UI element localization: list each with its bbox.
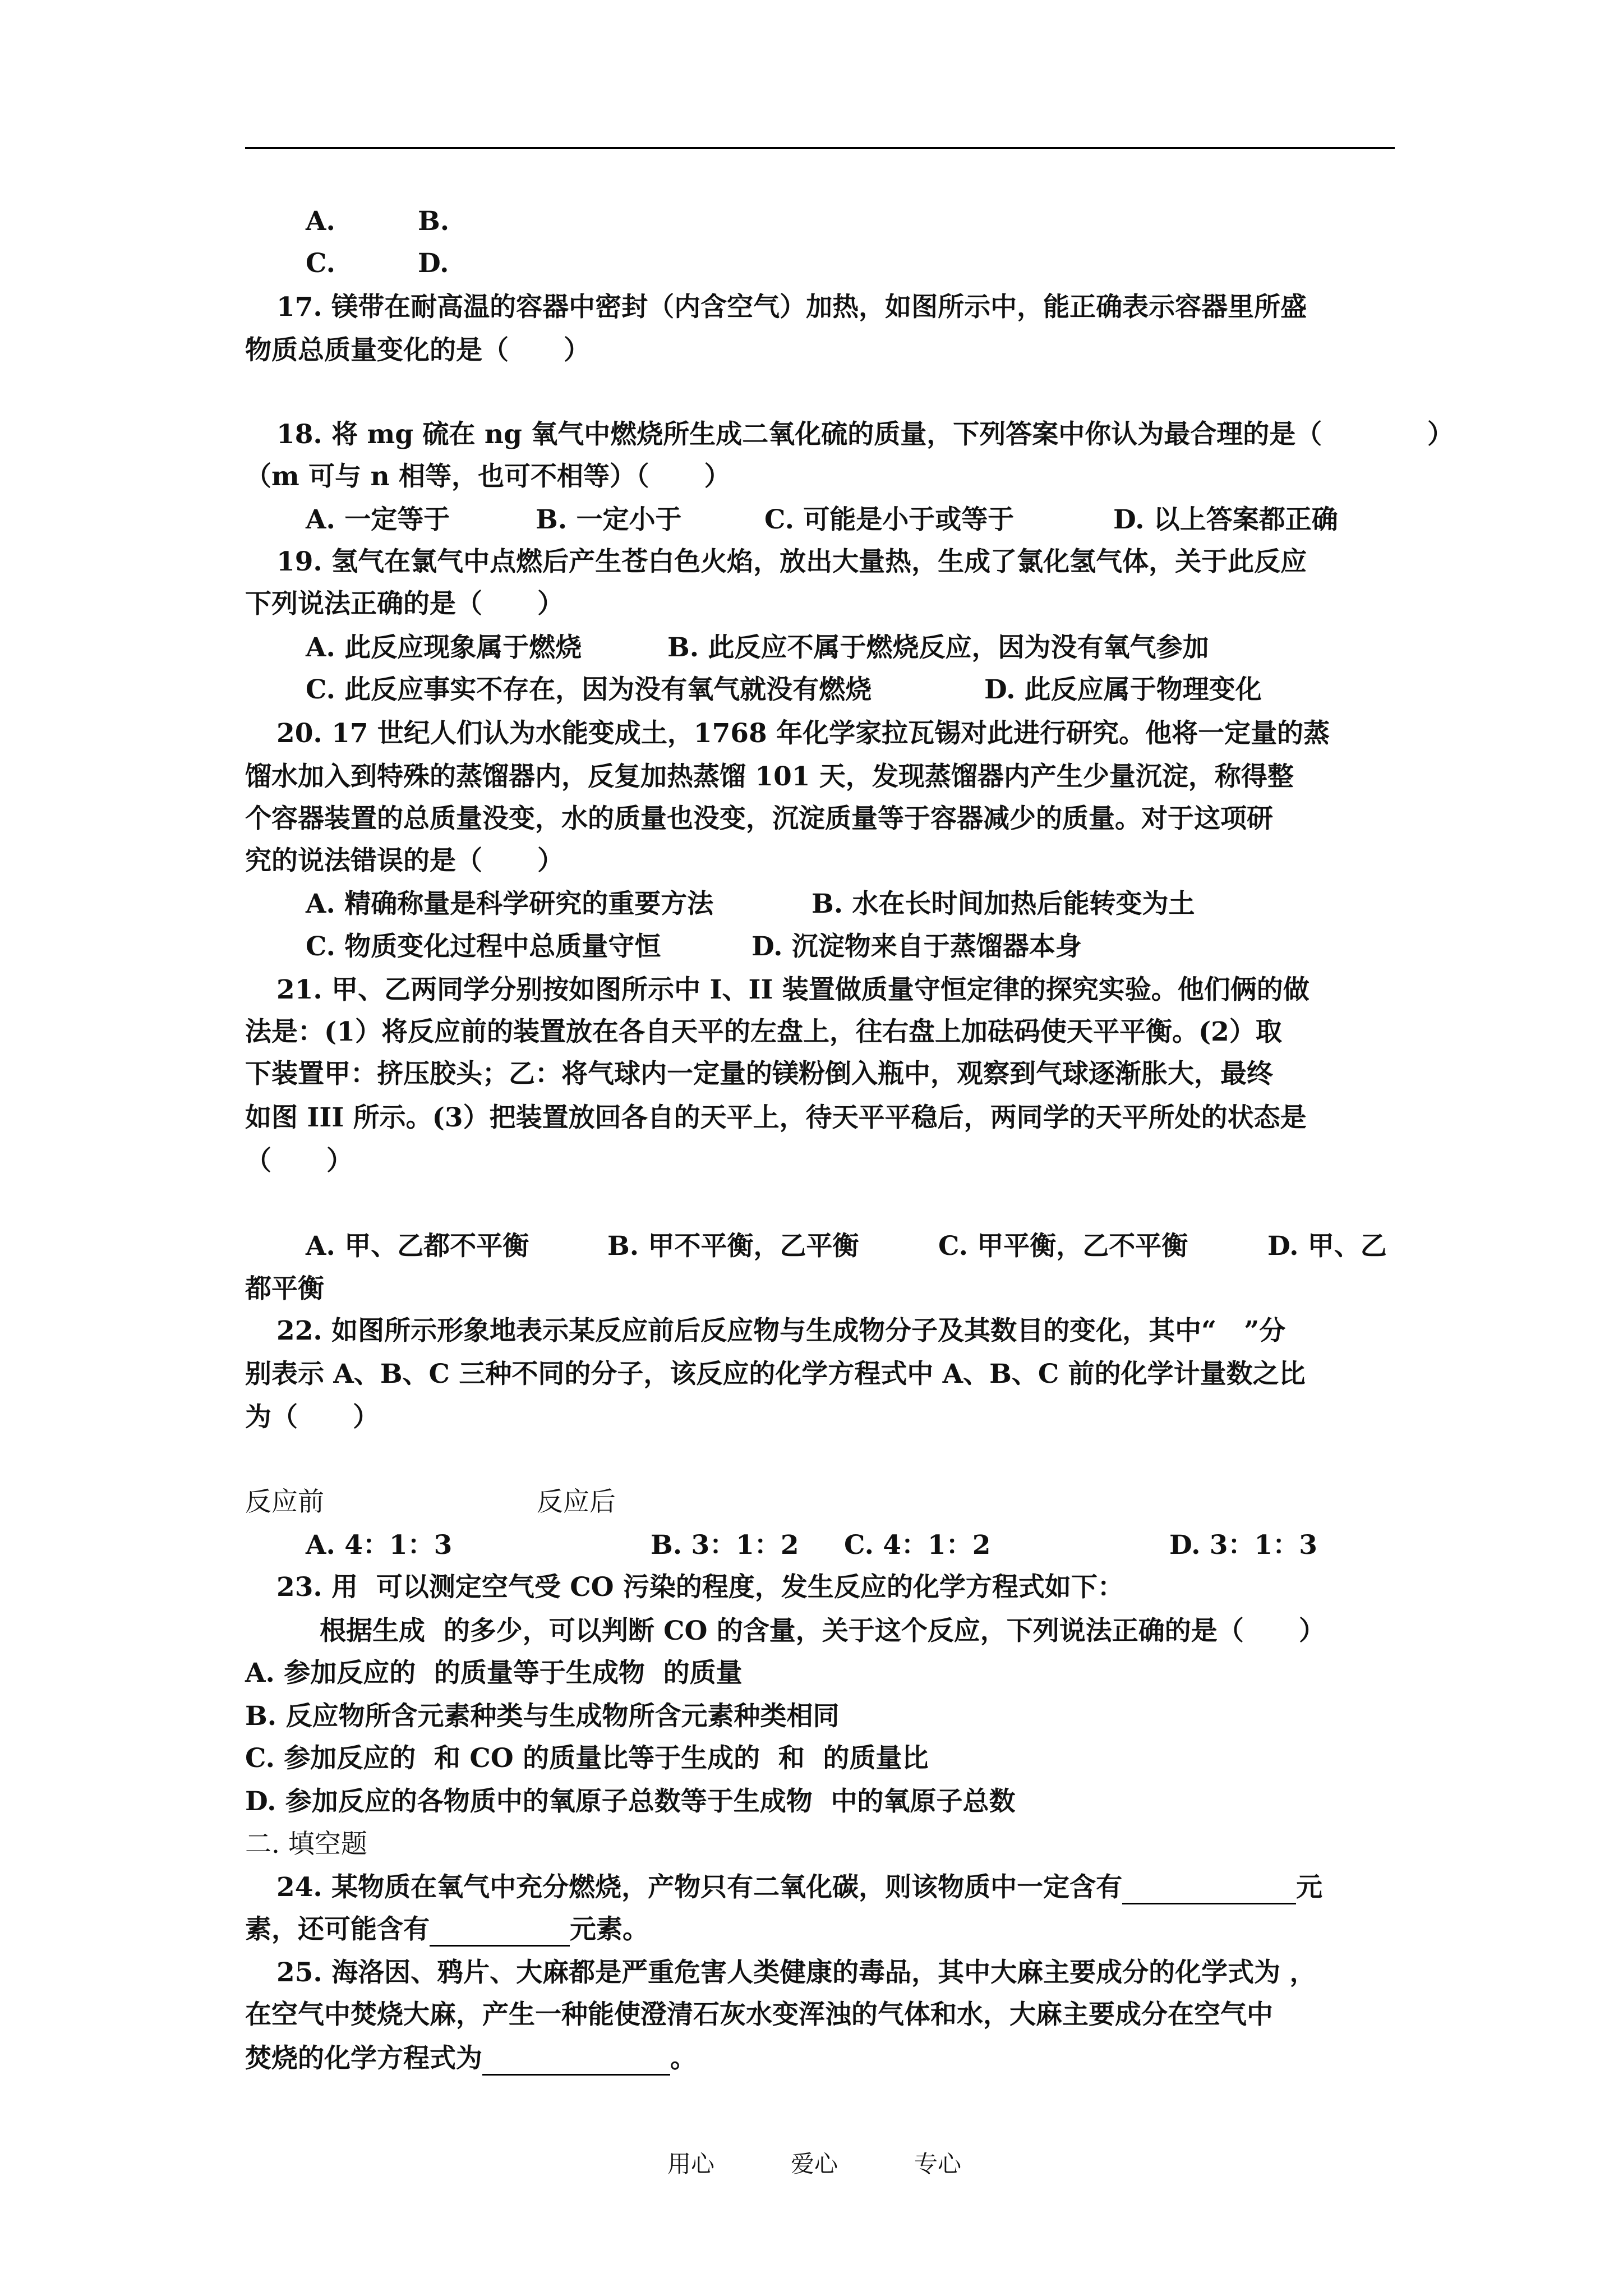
- q18-option-d: D. 以上答案都正确: [1113, 504, 1338, 535]
- option-c: C.: [306, 248, 335, 279]
- q21-option-b: B. 甲不平衡，乙平衡: [607, 1231, 859, 1262]
- q20-option-a: A. 精确称量是科学研究的重要方法: [306, 889, 714, 919]
- q22-line3: 为（ ）: [245, 1402, 380, 1433]
- q20-line3: 个容器装置的总质量没变，水的质量也没变，沉淀质量等于容器减少的质量。对于这项研: [245, 803, 1273, 834]
- q24-line1: [276, 1871, 1322, 1904]
- q22-line2: 别表示 A、B、C 三种不同的分子，该反应的化学方程式中 A、B、C 前的化学计量数之比: [245, 1359, 1306, 1389]
- q25-line2: 在空气中焚烧大麻，产生一种能使澄清石灰水变浑浊的气体和水，大麻主要成分在空气中: [245, 1999, 1273, 2030]
- q20-line1: 20. 17 世纪人们认为水能变成土，1768 年化学家拉瓦锡对此进行研究。他将一定量的蒸: [276, 718, 1330, 749]
- q25-line3: [245, 2042, 697, 2076]
- q18-line2: （m 可与 n 相等，也可不相等）（ ）: [245, 461, 731, 492]
- q21-line2: 法是：(1）将反应前的装置放在各自天平的左盘上，往右盘上加砝码使天平平衡。(2）取: [245, 1016, 1282, 1047]
- q23-line1: 23. 用 可以测定空气受 CO 污染的程度，发生反应的化学方程式如下：: [276, 1572, 1124, 1603]
- q25-line3-text: 焚烧的化学方程式为: [245, 2043, 482, 2074]
- q22-line1: 22. 如图所示形象地表示某反应前后反应物与生成物分子及其数目的变化，其中“ ”分: [276, 1315, 1286, 1346]
- q20-option-d: D. 沉淀物来自于蒸馏器本身: [751, 931, 1082, 962]
- q19-line1: 19. 氢气在氯气中点燃后产生苍白色火焰，放出大量热，生成了氯化氢气体，关于此反应: [276, 546, 1307, 577]
- q20-line2: 馏水加入到特殊的蒸馏器内，反复加热蒸馏 101 天，发现蒸馏器内产生少量沉淀，称得整: [245, 761, 1294, 792]
- q24-blank-1[interactable]: [1122, 1874, 1296, 1904]
- section-fill-in-title: 二. 填空题: [245, 1829, 367, 1860]
- footer-text-3: 专心: [914, 2150, 962, 2178]
- q21-line1: 21. 甲、乙两同学分别按如图所示中 I、II 装置做质量守恒定律的探究实验。他们俩的做: [276, 974, 1310, 1005]
- q19-option-b: B. 此反应不属于燃烧反应，因为没有氧气参加: [667, 632, 1209, 663]
- q21-line3: 下装置甲：挤压胶头；乙：将气球内一定量的镁粉倒入瓶中，观察到气球逐渐胀大，最终: [245, 1059, 1273, 1089]
- q22-option-b: B. 3：1：2: [651, 1530, 799, 1561]
- q23-option-d: D. 参加反应的各物质中的氧原子总数等于生成物 中的氧原子总数: [245, 1786, 1016, 1817]
- q20-option-c: C. 物质变化过程中总质量守恒: [306, 931, 661, 962]
- q23-option-c: C. 参加反应的 和 CO 的质量比等于生成的 和 的质量比: [245, 1743, 929, 1774]
- q25-blank[interactable]: [482, 2045, 670, 2076]
- footer-text-2: 爱心: [791, 2150, 838, 2178]
- q21-option-c: C. 甲平衡，乙不平衡: [938, 1231, 1188, 1262]
- q22-option-d: D. 3：1：3: [1169, 1530, 1317, 1561]
- q22-before-label: 反应前: [245, 1487, 324, 1517]
- q24-line1-tail: 元: [1296, 1872, 1323, 1903]
- q23-line2: 根据生成 的多少，可以判断 CO 的含量，关于这个反应，下列说法正确的是（ ）: [320, 1616, 1325, 1646]
- q24-line2-text: 素，还可能含有: [245, 1914, 430, 1945]
- q24-line2: [245, 1913, 649, 1947]
- q21-line7: 都平衡: [245, 1273, 324, 1304]
- q23-option-b: B. 反应物所含元素种类与生成物所含元素种类相同: [245, 1701, 840, 1732]
- header-rule: [245, 147, 1395, 149]
- q18-option-b: B. 一定小于: [536, 504, 682, 535]
- q24-line1-text: 24. 某物质在氧气中充分燃烧，产物只有二氧化碳，则该物质中一定含有: [276, 1872, 1123, 1903]
- option-a: A.: [306, 206, 335, 237]
- q19-option-a: A. 此反应现象属于燃烧: [306, 632, 582, 663]
- q19-option-c: C. 此反应事实不存在，因为没有氧气就没有燃烧: [306, 674, 872, 705]
- q25-line3-tail: 。: [670, 2043, 697, 2074]
- q21-option-a: A. 甲、乙都不平衡: [306, 1231, 529, 1262]
- q22-option-a: A. 4：1：3: [306, 1530, 453, 1561]
- q18-line1-close: ）: [1427, 419, 1454, 450]
- q25-line1: 25. 海洛因、鸦片、大麻都是严重危害人类健康的毒品，其中大麻主要成分的化学式为 ，: [276, 1957, 1316, 1988]
- q18-option-c: C. 可能是小于或等于: [764, 504, 1015, 535]
- q21-line4: 如图 III 所示。(3）把装置放回各自的天平上，待天平平稳后，两同学的天平所处的状态是: [245, 1102, 1307, 1133]
- q17-line1: 17. 镁带在耐高温的容器中密封（内含空气）加热，如图所示中，能正确表示容器里所盛: [276, 292, 1307, 323]
- q18-line1: 18. 将 mg 硫在 ng 氧气中燃烧所生成二氧化硫的质量，下列答案中你认为最合理的是（: [276, 419, 1322, 450]
- q19-line2: 下列说法正确的是（ ）: [245, 588, 564, 619]
- option-b: B.: [418, 206, 450, 237]
- q24-blank-2[interactable]: [430, 1916, 570, 1947]
- q21-line5: （ ）: [245, 1145, 353, 1176]
- q17-line2: 物质总质量变化的是（ ）: [245, 335, 591, 366]
- q23-option-a: A. 参加反应的 的质量等于生成物 的质量: [245, 1658, 743, 1688]
- q18-option-a: A. 一定等于: [306, 504, 450, 535]
- q19-option-d: D. 此反应属于物理变化: [984, 674, 1262, 705]
- q22-after-label: 反应后: [537, 1487, 616, 1517]
- footer-text-1: 用心: [667, 2150, 715, 2178]
- q21-option-d: D. 甲、乙: [1267, 1231, 1387, 1262]
- q22-option-c: C. 4：1：2: [844, 1530, 991, 1561]
- q20-option-b: B. 水在长时间加热后能转变为土: [811, 889, 1195, 919]
- option-d: D.: [418, 248, 449, 279]
- q24-line2-tail: 元素。: [570, 1914, 649, 1945]
- q20-line4: 究的说法错误的是（ ）: [245, 845, 564, 876]
